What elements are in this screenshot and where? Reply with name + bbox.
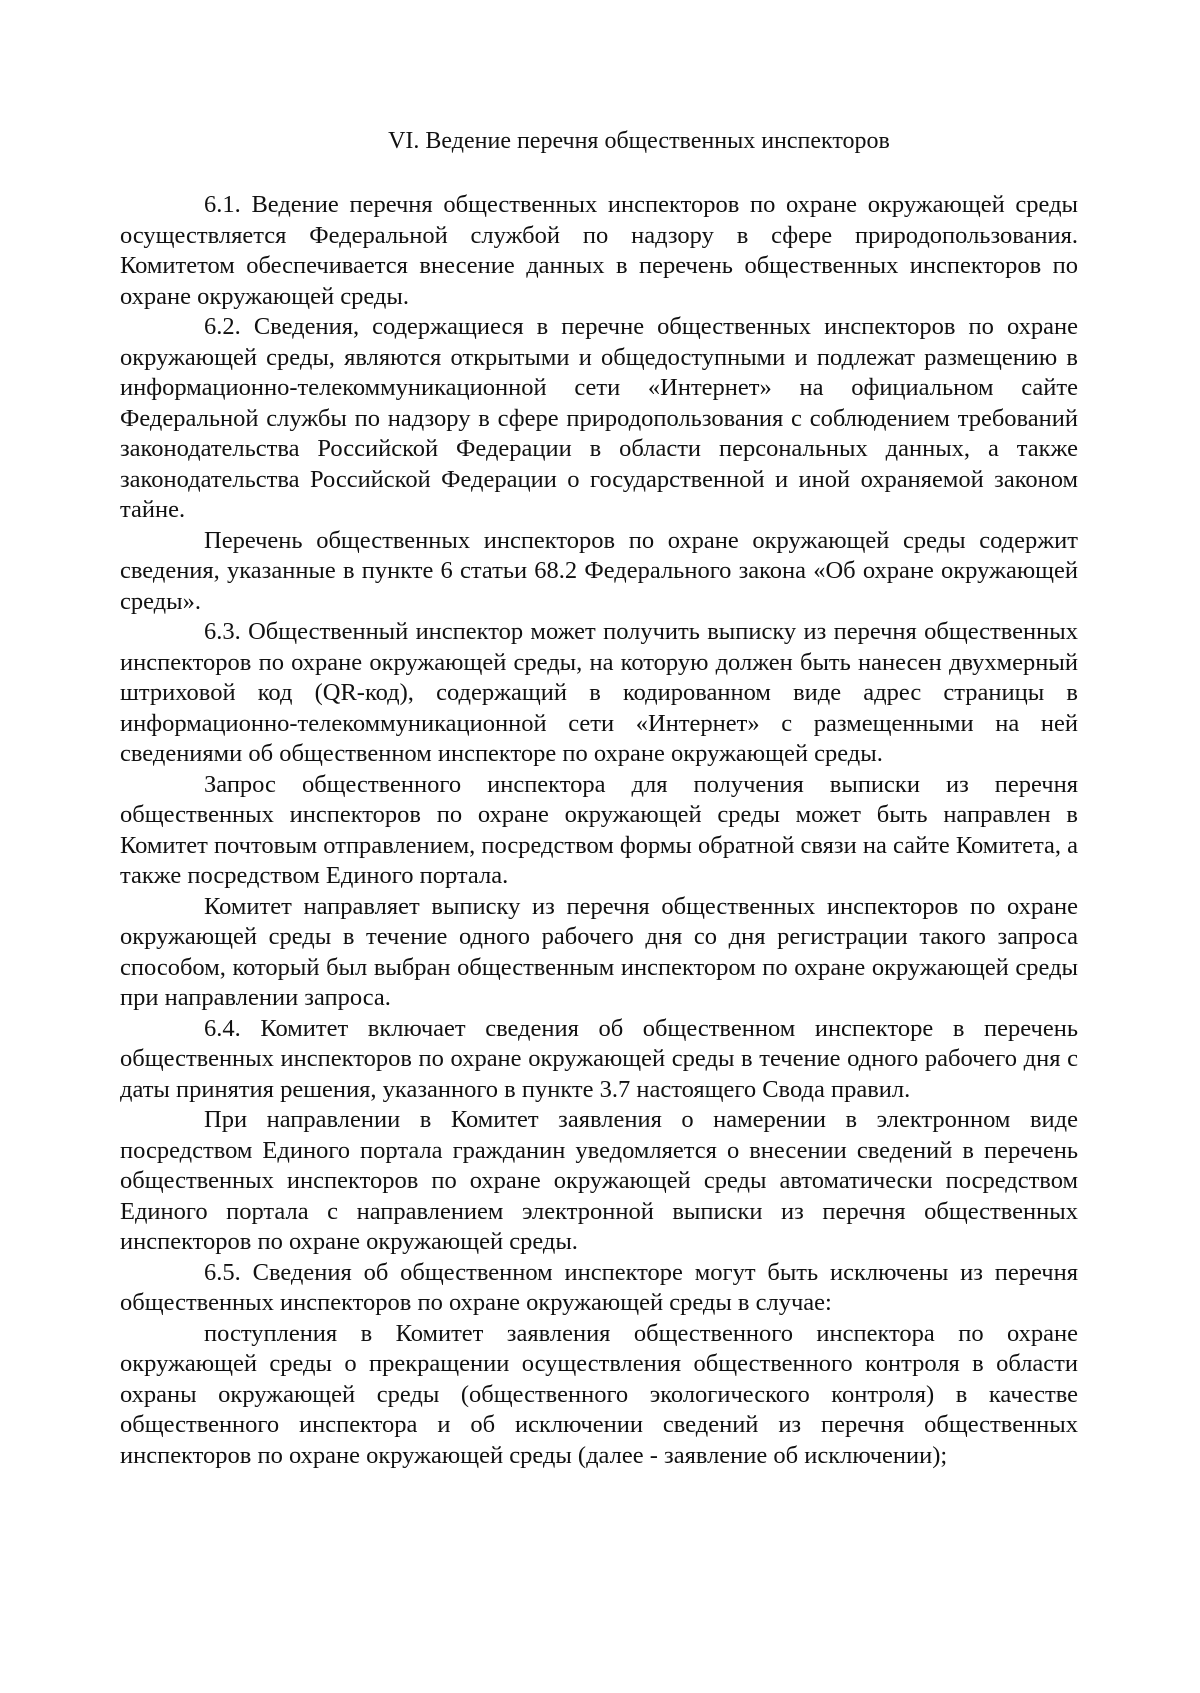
paragraph-committee-sends: Комитет направляет выписку из перечня общественных инспекторов по охране окружающей среды в течение одного рабочего дня со дня регистрации такого запроса способом, который был выбран общественным инспектором по охране окружающей среды при направлении запроса. bbox=[120, 892, 1078, 1011]
paragraph-6-5: 6.5. Сведения об общественном инспекторе могут быть исключены из перечня общественных инспекторов по охране окружающей среды в случае: bbox=[120, 1258, 1078, 1316]
paragraph-6-1: 6.1. Ведение перечня общественных инспекторов по охране окружающей среды осуществляется Федеральной службой по надзору в сфере природопользования. Комитетом обеспечивается внесение данных в перечень общественных инспекторов по охране окружающей среды. bbox=[120, 191, 1078, 310]
paragraph-list-contents: Перечень общественных инспекторов по охране окружающей среды содержит сведения, указанные в пункте 6 статьи 68.2 Федерального закона «Об охране окружающей среды». bbox=[120, 526, 1078, 615]
paragraph-request: Запрос общественного инспектора для получения выписки из перечня общественных инспекторов по охране окружающей среды может быть направлен в Комитет почтовым отправлением, посредством формы обратной связи на сайте Комитета, а также посредством Единого портала. bbox=[120, 770, 1078, 889]
paragraph-6-2: 6.2. Сведения, содержащиеся в перечне общественных инспекторов по охране окружающей среды, являются открытыми и общедоступными и подлежат размещению в информационно-телекоммуникационной сети «Интернет» на официальном сайте Федеральной службы по надзору в сфере природопользования с соблюдением требований законодательства Российской Федерации в области персональных данных, а также законодательства Российской Федерации о государственной и иной охраняемой законом тайне. bbox=[120, 313, 1078, 523]
paragraph-electronic-submission: При направлении в Комитет заявления о намерении в электронном виде посредством Единого портала гражданин уведомляется о внесении сведений в перечень общественных инспекторов по охране окружающей среды автоматически посредством Единого портала с направлением электронной выписки из перечня общественных инспекторов по охране окружающей среды. bbox=[120, 1106, 1078, 1255]
paragraph-exclusion-case: поступления в Комитет заявления общественного инспектора по охране окружающей среды о прекращении осуществления общественного контроля в области охраны окружающей среды (общественного экологического контроля) в качестве общественного инспектора и об исключении сведений из перечня общественных инспекторов по охране окружающей среды (далее - заявление об исключении); bbox=[120, 1319, 1078, 1469]
paragraph-6-3: 6.3. Общественный инспектор может получить выписку из перечня общественных инспекторов по охране окружающей среды, на которую должен быть нанесен двухмерный штриховой код (QR-код), содержащий в кодированном виде адрес страницы в информационно-телекоммуникационной сети «Интернет» с размещенными на ней сведениями об общественном инспекторе по охране окружающей среды. bbox=[120, 618, 1078, 767]
paragraph-6-4: 6.4. Комитет включает сведения об общественном инспекторе в перечень общественных инспекторов по охране окружающей среды в течение одного рабочего дня с даты принятия решения, указанного в пункте 3.7 настоящего Свода правил. bbox=[120, 1014, 1078, 1103]
document-body bbox=[120, 190, 1078, 1471]
section-heading: VI. Ведение перечня общественных инспекторов bbox=[388, 128, 890, 154]
